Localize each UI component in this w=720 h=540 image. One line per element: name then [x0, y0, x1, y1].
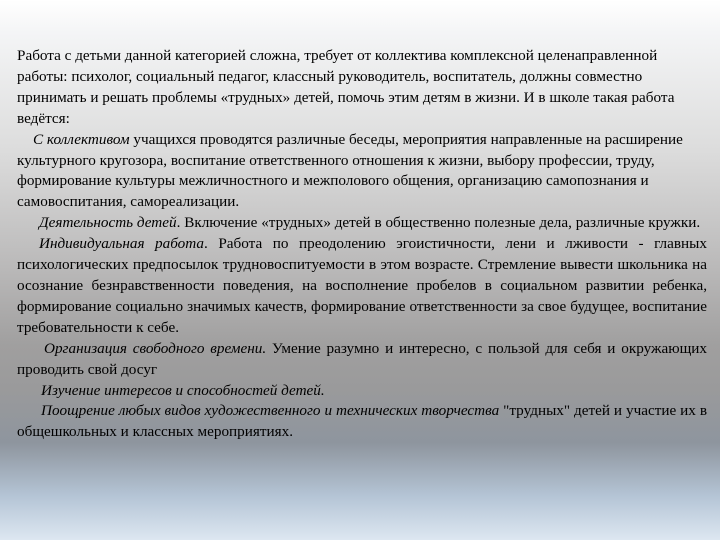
intro-text: Работа с детьми данной категорией сложна, требует от коллектива комплексной целенаправленной работы: психолог, социальный педагог, классный руководитель, воспитатель, должны совместно принимать и решать проблемы «трудных» детей, помочь этим детям в жизни. И в школе такая работа ведётся:: [17, 47, 675, 127]
encouragement-text: "трудных" детей и участие их в общешкольных и классных мероприятиях.: [17, 402, 707, 441]
encouragement-lead: Поощрение любых видов художественного и технических творчества: [41, 402, 500, 420]
encouragement-paragraph: [17, 401, 707, 443]
free-time-lead: Организация свободного времени.: [44, 339, 267, 357]
free-time-paragraph: [17, 339, 707, 381]
collective-text: учащихся проводятся различные беседы, мероприятия направленные на расширение культурного кругозора, воспитание ответственного отношения к жизни, выбору профессии, труду, формирование культуры межличностного и межполового общения, организацию самопознания и самовоспитания, самореализации.: [17, 130, 683, 211]
intro-paragraph: [17, 46, 707, 130]
collective-lead: С коллективом: [33, 130, 130, 148]
free-time-text: Умение разумно и интересно, с пользой для себя и окружающих проводить свой досуг: [17, 339, 707, 378]
collective-paragraph: [17, 130, 707, 214]
individual-work-lead: Индивидуальная работа: [39, 235, 205, 253]
activity-lead: Деятельность детей: [39, 214, 177, 232]
activity-text: . Включение «трудных» детей в общественно полезные дела, различные кружки.: [176, 214, 701, 232]
interests-paragraph: [17, 381, 707, 402]
individual-work-text: . Работа по преодолению эгоистичности, лени и лживости - главных психологических предпосылок трудновоспитуемости в этом возрасте. Стремление вывести школьника на осознание безнравственности поведения, на восполнение пробелов в социальном развитии ребенка, формирование социально значимых качеств, формирование ответственности за свое будущее, воспитание требовательности к себе.: [17, 235, 707, 336]
slide-text-body: [17, 46, 707, 443]
interests-lead: Изучение интересов и способностей детей.: [41, 381, 325, 399]
activity-paragraph: [17, 213, 707, 234]
individual-work-paragraph: [17, 234, 707, 339]
